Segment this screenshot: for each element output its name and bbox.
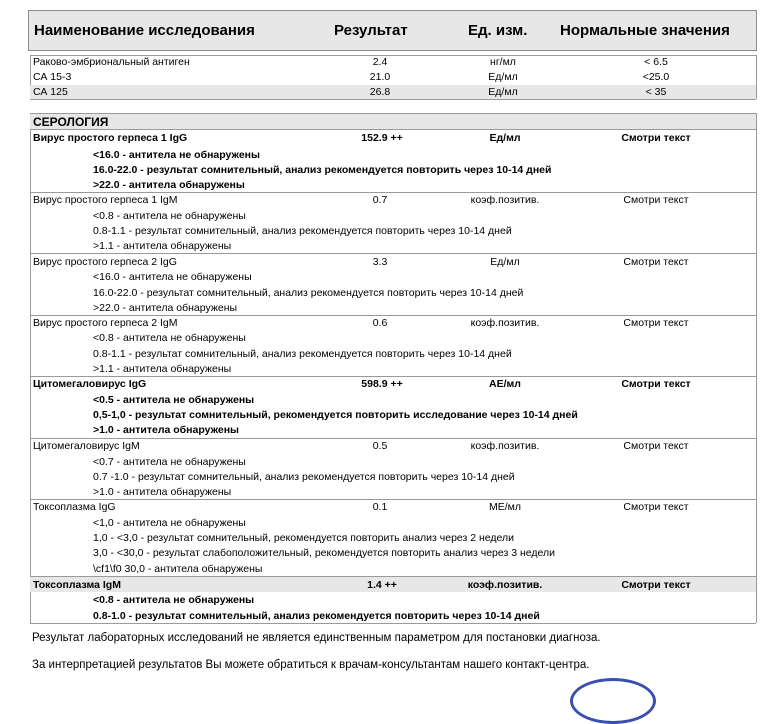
interpretation-line: <16.0 - антитела не обнаружены xyxy=(93,149,260,161)
test-result: 0.7 xyxy=(372,194,388,206)
test-name: Цитомегаловирус IgM xyxy=(33,440,140,452)
footer-note: Результат лабораторных исследований не является единственным параметром для постановки диагноза. xyxy=(32,632,601,644)
col-header-units: Ед. изм. xyxy=(468,22,528,39)
test-units: коэф.позитив. xyxy=(470,317,540,329)
test-norm: Смотри текст xyxy=(621,132,691,144)
test-units: нг/мл xyxy=(490,56,516,68)
test-norm: Смотри текст xyxy=(623,194,689,206)
test-result: 0.1 xyxy=(372,501,388,513)
test-units: Ед/мл xyxy=(489,132,521,144)
row-shade xyxy=(30,114,756,129)
col-header-norm: Нормальные значения xyxy=(560,22,730,39)
divider xyxy=(756,55,757,99)
interpretation-line: 16.0-22.0 - результат сомнительный, анализ рекомендуется повторить через 10-14 дней xyxy=(93,287,524,299)
interpretation-line: 0.8-1.1 - результат сомнительный, анализ рекомендуется повторить через 10-14 дней xyxy=(93,225,512,237)
interpretation-line: 0,5-1,0 - результат сомнительный, рекомендуется повторить исследование через 10-14 дней xyxy=(93,409,578,421)
test-result: 2.4 xyxy=(372,56,388,68)
test-name: Токсоплазма IgG xyxy=(33,501,116,513)
test-name: Вирус простого герпеса 1 IgM xyxy=(33,194,178,206)
test-result: 21.0 xyxy=(369,71,391,83)
divider xyxy=(30,623,756,624)
test-units: Ед/мл xyxy=(488,86,518,98)
interpretation-line: >1.1 - антитела обнаружены xyxy=(93,240,232,252)
stamp-seal xyxy=(570,678,656,724)
test-result: 0.5 xyxy=(372,440,388,452)
test-name: СА 125 xyxy=(33,86,68,98)
test-result: 1.4 ++ xyxy=(367,579,397,591)
col-header-result: Результат xyxy=(334,22,408,39)
divider xyxy=(30,99,756,100)
test-units: Ед/мл xyxy=(488,71,518,83)
test-norm: < 35 xyxy=(645,86,667,98)
test-name: СА 15-3 xyxy=(33,71,72,83)
test-norm: Смотри текст xyxy=(621,579,691,591)
interpretation-line: <0.5 - антитела не обнаружены xyxy=(93,394,255,406)
interpretation-line: 1,0 - <3,0 - результат сомнительный, рекомендуется повторить анализ через 2 недели xyxy=(93,532,515,544)
interpretation-line: <0.8 - антитела не обнаружены xyxy=(93,594,255,606)
divider xyxy=(30,253,756,254)
test-result: 0.6 xyxy=(372,317,388,329)
test-name: Вирус простого герпеса 2 IgM xyxy=(33,317,178,329)
test-units: коэф.позитив. xyxy=(470,440,540,452)
col-header-name: Наименование исследования xyxy=(34,22,255,39)
test-units: коэф.позитив. xyxy=(470,194,540,206)
interpretation-line: <1,0 - антитела не обнаружены xyxy=(93,517,246,529)
test-result: 3.3 xyxy=(372,256,388,268)
divider xyxy=(30,113,31,623)
divider xyxy=(756,113,757,623)
interpretation-line: 3,0 - <30,0 - результат слабоположительный, рекомендуется повторить анализ через 3 недели xyxy=(93,547,555,559)
test-name: Вирус простого герпеса 1 IgG xyxy=(33,132,188,144)
interpretation-line: >22.0 - антитела обнаружены xyxy=(93,179,245,191)
test-norm: <25.0 xyxy=(642,71,670,83)
test-name: Вирус простого герпеса 2 IgG xyxy=(33,256,177,268)
test-result: 152.9 ++ xyxy=(361,132,403,144)
footer-note: За интерпретацией результатов Вы можете обратиться к врачам-консультантам нашего контакт-центра. xyxy=(32,659,590,671)
interpretation-line: <0.8 - антитела не обнаружены xyxy=(93,332,246,344)
section-title: СЕРОЛОГИЯ xyxy=(33,115,109,129)
test-norm: Смотри текст xyxy=(623,317,689,329)
test-units: АЕ/мл xyxy=(489,378,521,390)
test-norm: < 6.5 xyxy=(644,56,668,68)
test-norm: Смотри текст xyxy=(623,440,689,452)
divider xyxy=(30,129,756,130)
interpretation-line: <0.7 - антитела не обнаружены xyxy=(93,456,246,468)
test-name: Цитомегаловирус IgG xyxy=(33,378,147,390)
test-units: Ед/мл xyxy=(490,256,520,268)
test-norm: Смотри текст xyxy=(623,501,689,513)
interpretation-line: 0.8-1.1 - результат сомнительный, анализ рекомендуется повторить через 10-14 дней xyxy=(93,348,512,360)
test-result: 598.9 ++ xyxy=(361,378,403,390)
interpretation-line: >1.0 - антитела обнаружены xyxy=(93,424,240,436)
interpretation-line: <16.0 - антитела не обнаружены xyxy=(93,271,252,283)
interpretation-line: >22.0 - антитела обнаружены xyxy=(93,302,238,314)
interpretation-line: \cf1\f0 30,0 - антитела обнаружены xyxy=(93,563,263,575)
test-name: Токсоплазма IgM xyxy=(33,579,121,591)
interpretation-line: <0.8 - антитела не обнаружены xyxy=(93,210,246,222)
interpretation-line: >1.0 - антитела обнаружены xyxy=(93,486,232,498)
interpretation-line: 0.8-1.0 - результат сомнительный, анализ рекомендуется повторить через 10-14 дней xyxy=(93,610,540,622)
test-norm: Смотри текст xyxy=(621,378,691,390)
interpretation-line: 16.0-22.0 - результат сомнительный, анализ рекомендуется повторить через 10-14 дней xyxy=(93,164,552,176)
test-units: коэф.позитив. xyxy=(467,579,543,591)
test-name: Раково-эмбриональный антиген xyxy=(33,56,190,68)
test-units: МЕ/мл xyxy=(488,501,521,513)
interpretation-line: >1.1 - антитела обнаружены xyxy=(93,363,232,375)
test-result: 26.8 xyxy=(369,86,391,98)
test-norm: Смотри текст xyxy=(623,256,689,268)
interpretation-line: 0.7 -1.0 - результат сомнительный, анализ рекомендуется повторить через 10-14 дней xyxy=(93,471,515,483)
